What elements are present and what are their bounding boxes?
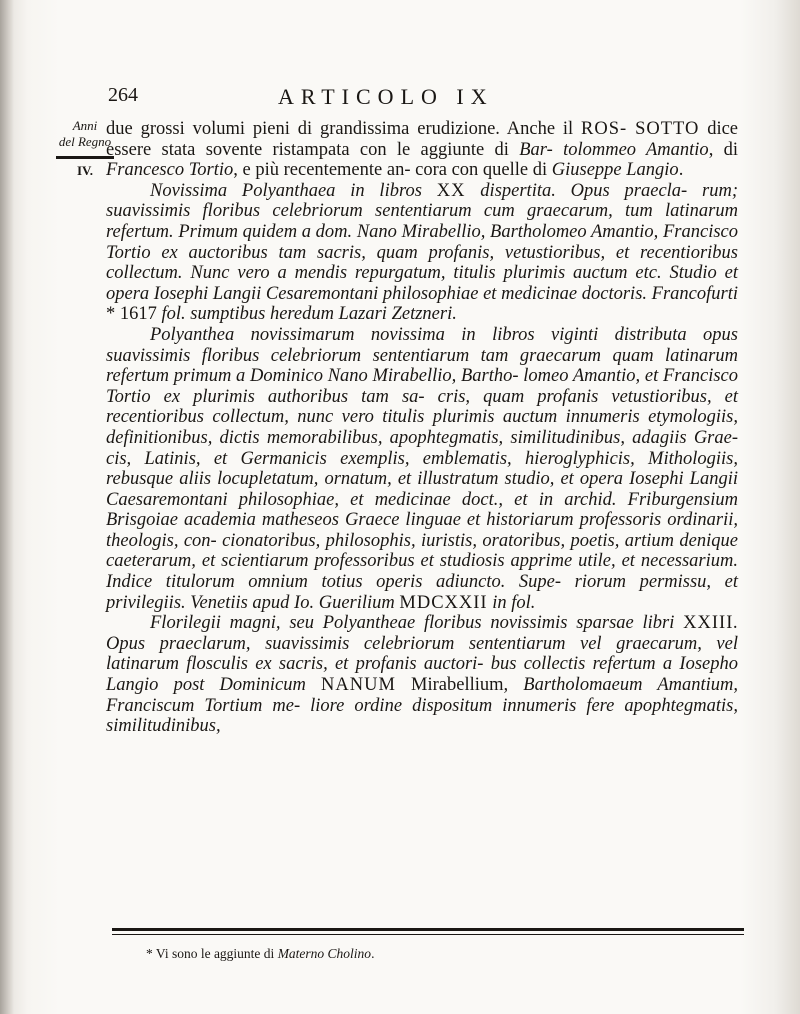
text-run: ROS- (581, 119, 628, 139)
text-run: Florilegii magni, seu Polyantheae floribus novissimis sparsae libri (150, 613, 684, 634)
text-run: NANUM (321, 675, 396, 696)
margin-note-line2: del Regno (58, 134, 112, 149)
page-header (108, 84, 748, 114)
text-run: Giuseppe Langio (551, 160, 679, 181)
bibliography-entry (106, 613, 738, 737)
text-run: due grossi volumi pieni di grandissima erudizione. Anche il (106, 119, 582, 139)
text-run: . Opus praeclarum, suavissimis celebriorum sententiarum vel graecarum, vel latinarum flosculis ex sacris, et profanis auctori- bus collectis refertum a Iosepho Langio post Dominicum (106, 613, 738, 696)
text-run: dispertita. Opus praecla- rum; suavissimis floribus celebriorum sententiarum cum graecarum, tum latinarum refertum. Primum quidem a dom. Nano Mirabellio, Bartholomeo Amantio, Francisco Tortio ex auctoribus tam sacris, quam profanis, vetustioribus, et recentioribus collectum. Nunc vero a mendis repurgatum, titulis plurimis auctum etc. Studio et opera Iosephi Langii Cesaremontani philosophiae et medicinae doctoris. Francofurti (106, 180, 738, 304)
text-run: MDCXXII (399, 592, 488, 613)
paragraph-continuation (106, 119, 738, 181)
text-run: * 1617 (106, 304, 157, 325)
footnote-rule (112, 928, 744, 931)
bibliography-entry (106, 325, 738, 613)
text-run: Mirabellium (395, 675, 504, 696)
text-run: fol. sumptibus heredum Lazari Zetzneri. (156, 304, 457, 325)
bibliography-entry (106, 181, 738, 325)
margin-note-line1: Anni (72, 118, 98, 133)
text-run: Francesco Tortio (106, 160, 234, 181)
footnote-suffix: . (371, 946, 375, 961)
text-run: , di (708, 139, 739, 160)
footnote-rule-thin (112, 934, 744, 935)
text-run: Bar- (519, 139, 553, 160)
text-run: dice essere stata sovente ristampata con le aggiunte di (106, 119, 739, 160)
text-run: Polyanthea novissimarum novissima in libros viginti distributa opus suavissimis floribus celebriorum sententiarum tam graecarum quam latinarum refertum primum a Dominico Nano Mirabellio, Bartho- lomeo Amantio, et Francisco Tortio ex plurimis authoribus tam sa- cris, quam profanis vetustioribus, et recentioribus collectum, nunc vero titulis plurimis auctum innumeris etymologiis, definitionibus, dictis memorabilibus, apophtegmatis, similitudinibus, adagiis Grae- cis, Latinis, et Germanicis exemplis, emblematis, hieroglyphicis, Mithologiis, rebusque aliis locupletatum, ornatum, et illustratum studio, et opera Iosephi Langii Caesaremontani philosophiae, et medicinae doct., et in archid. Friburgensium Brisgoiae academia matheseos Graece linguae et historiarum professoris ordinarii, theologis, con- cionatoribus, philosophis, iuristis, oratoribus, poetis, artium denique caeterarum, et scientiarum professoribus et studiosis apprime utile, et necessarium. Indice titulorum omnium totius operis adiuncto. Supe- riorum permissu, et privilegiis. Venetiis apud Io. Guerilium (106, 324, 738, 613)
body-text (106, 119, 738, 737)
margin-note-regnal-year: IV. (76, 163, 94, 178)
text-run: , Bartholomaeum Amantium, Franciscum Tortium me- liore ordine dispositum innumeris fere apophtegmatis, similitudinibus, (106, 675, 738, 737)
gutter-shadow (0, 0, 14, 1014)
footnote-name: Materno Cholino (277, 946, 372, 961)
text-run: XXIII (683, 613, 734, 634)
page-number: 264 (108, 84, 138, 106)
text-run: in fol. (487, 592, 536, 613)
footnote-text: * Vi sono le aggiunte di (146, 946, 278, 961)
text-run: . (678, 160, 684, 181)
text-run: , e più recentemente an- (233, 160, 411, 181)
footnote (146, 946, 374, 962)
text-run: XX (436, 180, 466, 201)
text-run: cora con quelle di (415, 160, 552, 181)
text-run: tolommeo Amantio (563, 139, 709, 160)
text-run: SOTTO (635, 119, 700, 139)
text-run: Novissima Polyanthaea in libros (150, 180, 437, 201)
running-head: ARTICOLO IX (278, 84, 494, 109)
